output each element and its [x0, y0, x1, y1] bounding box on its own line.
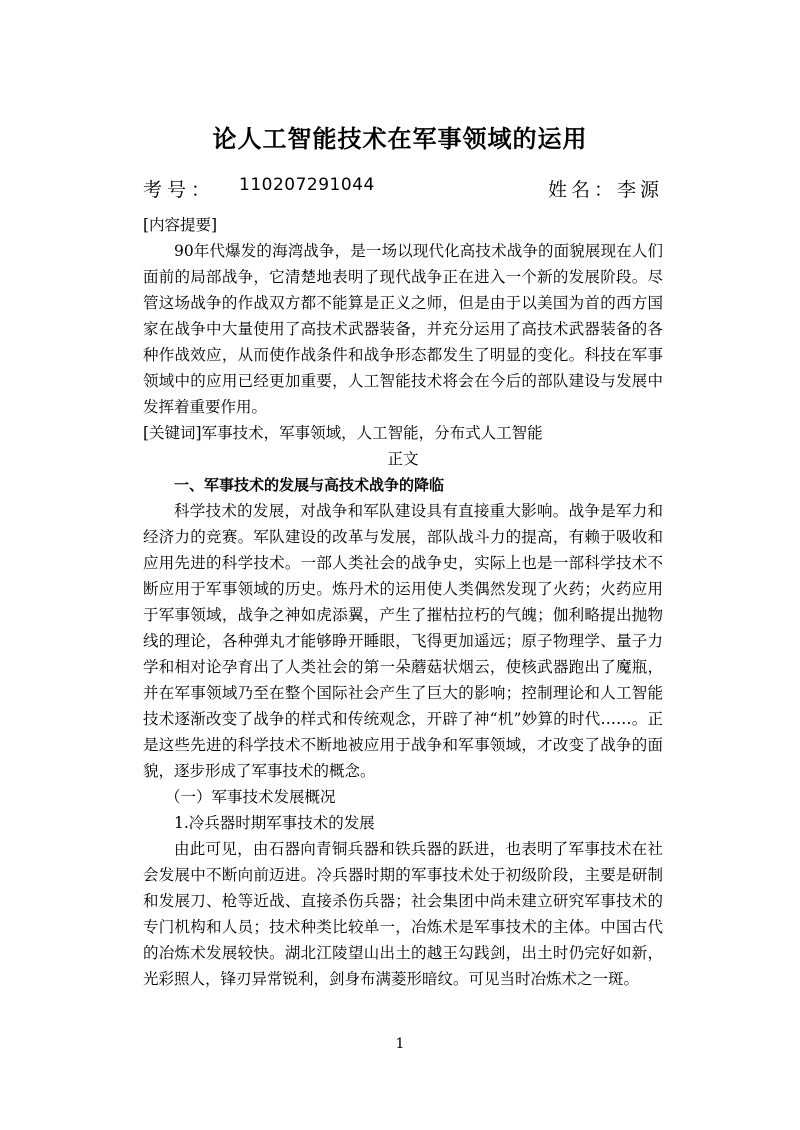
author-name: 姓名：李源: [547, 179, 663, 201]
main-text-label: 正文: [387, 450, 419, 468]
document-title: 论人工智能技术在军事领域的运用: [212, 125, 588, 153]
summary-label: [内容提要]: [143, 216, 218, 234]
summary-paragraph: 90年代爆发的海湾战争，是一场以现代化高技术战争的面貌展现在人们面前的局部战争，它清楚地表明了现代战争正在进入一个新的发展阶段。尽管这场战争的作战双方都不能算是正义之师，但是由于以美国为首的西方国家在战争中大量使用了高技术武器装备，并充分运用了高技术武器装备的各种作战效应，从而使作战条件和战争形态都发生了明显的变化。科技在军事领域中的应用已经更加重要，人工智能技术将会在今后的部队建设与发展中发挥着重要作用。: [143, 242, 663, 416]
author-info-row: [143, 175, 663, 203]
keywords-text: 军事技术，军事领域，人工智能，分布式人工智能: [201, 424, 543, 442]
subsubsection-paragraph: 由此可见，由石器向青铜兵器和铁兵器的跃进，也表明了军事技术在社会发展中不断向前迈进。冷兵器时期的军事技术处于初级阶段，主要是研制和发展刀、枪等近战、直接杀伤兵器；社会集团中尚未建立研究军事技术的专门机构和人员；技术种类比较单一，冶炼术是军事技术的主体。中国古代的冶炼术发展较快。湖北江陵望山出土的越王勾践剑，出土时仍完好如新，光彩照人，锋刃异常锐利，剑身布满菱形暗纹。可见当时冶炼术之一斑。: [143, 840, 663, 988]
keywords-line: [143, 420, 663, 446]
subsubsection-heading: 1.冷兵器时期军事技术的发展: [174, 814, 375, 832]
section-paragraph: 科学技术的发展，对战争和军队建设具有直接重大影响。战争是军力和经济力的竞赛。军队建设的改革与发展，部队战斗力的提高，有赖于吸收和应用先进的科学技术。一部人类社会的战争史，实际上也是一部科学技术不断应用于军事领域的历史。炼丹术的运用使人类偶然发现了火药；火药应用于军事领域，战争之神如虎添翼，产生了摧枯拉朽的气魄；伽利略提出抛物线的理论，各种弹丸才能够睁开睡眼，飞得更加遥远；原子物理学、量子力学和相对论孕育出了人类社会的第一朵蘑菇状烟云，使核武器跑出了魔瓶，并在军事领域乃至在整个国际社会产生了巨大的影响；控制理论和人工智能技术逐渐改变了战争的样式和传统观念，开辟了神“机”妙算的时代……。正是这些先进的科学技术不断地被应用于战争和军事领域，才改变了战争的面貌，逐步形成了军事技术的概念。: [143, 502, 663, 780]
keywords-label: [关键词]: [143, 424, 202, 442]
page-number: 1: [395, 1036, 405, 1052]
section-heading: 一、军事技术的发展与高技术战争的降临: [174, 476, 445, 494]
exam-number-label: 考号：: [143, 179, 216, 201]
document-body: [143, 212, 663, 992]
subsection-heading: （一）军事技术发展概况: [165, 788, 336, 806]
exam-number-value: 110207291044: [239, 175, 375, 195]
